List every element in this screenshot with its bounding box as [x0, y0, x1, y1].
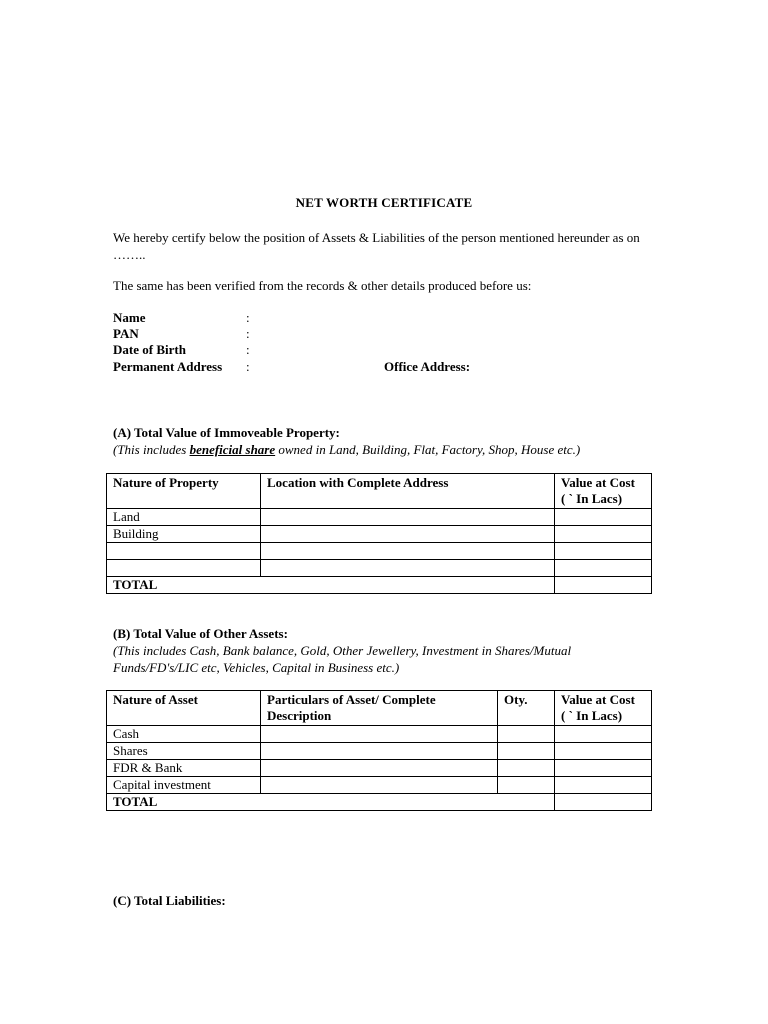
cell-value[interactable]	[555, 509, 652, 526]
cell-particulars[interactable]	[261, 777, 498, 794]
field-name-label: Name	[113, 310, 146, 325]
field-pan-label: PAN	[113, 326, 139, 341]
field-dob-label: Date of Birth	[113, 342, 186, 357]
header-nature-of-property: Nature of Property	[107, 474, 261, 509]
cell-value[interactable]	[555, 543, 652, 560]
cell-qty[interactable]	[498, 777, 555, 794]
cell-qty[interactable]	[498, 743, 555, 760]
section-b-note	[113, 642, 673, 676]
cell-value[interactable]	[555, 777, 652, 794]
cell-value[interactable]	[555, 560, 652, 577]
section-a-note-emphasis: beneficial share	[189, 442, 276, 457]
table-row	[107, 726, 652, 743]
cell-location[interactable]	[261, 509, 555, 526]
cell-qty[interactable]	[498, 760, 555, 777]
field-permanent-address-label: Permanent Address	[113, 359, 223, 374]
header-value-at-cost	[555, 691, 652, 726]
section-a-note-pre: (This includes	[113, 442, 190, 457]
table-row	[107, 543, 652, 560]
table-total-row	[107, 794, 652, 811]
table-row	[107, 509, 652, 526]
table-row	[107, 743, 652, 760]
section-a-note	[113, 441, 673, 458]
total-value[interactable]	[555, 577, 652, 594]
cell-particulars[interactable]	[261, 726, 498, 743]
cell-nature[interactable]	[107, 543, 261, 560]
cell-nature[interactable]: Cash	[107, 726, 261, 743]
table-row	[107, 526, 652, 543]
intro-paragraph	[113, 229, 703, 263]
section-b-title: (B) Total Value of Other Assets:	[113, 626, 288, 641]
header-qty: Oty.	[498, 691, 555, 726]
field-name-colon: :	[246, 310, 250, 325]
section-c-title: (C) Total Liabilities:	[113, 893, 226, 908]
cell-value[interactable]	[555, 726, 652, 743]
cell-nature[interactable]: Building	[107, 526, 261, 543]
immoveable-property-table	[106, 473, 652, 594]
cell-value[interactable]	[555, 526, 652, 543]
total-label: TOTAL	[107, 577, 555, 594]
section-a-note-post: owned in Land, Building, Flat, Factory, Shop, House etc.)	[275, 442, 581, 457]
office-address-label: Office Address:	[384, 359, 471, 374]
total-label: TOTAL	[107, 794, 555, 811]
table-row	[107, 777, 652, 794]
intro-line1: We hereby certify below the position of Assets & Liabilities of the person mentioned hereunder as on	[113, 230, 640, 245]
header-particulars-line2: Description	[267, 708, 332, 723]
header-nature-of-asset: Nature of Asset	[107, 691, 261, 726]
cell-nature[interactable]: FDR & Bank	[107, 760, 261, 777]
section-b-note-line2: Funds/FD's/LIC etc, Vehicles, Capital in Business etc.)	[113, 660, 400, 675]
table-total-row	[107, 577, 652, 594]
cell-location[interactable]	[261, 560, 555, 577]
header-value-line2: ( ` In Lacs)	[561, 491, 623, 506]
table-row	[107, 560, 652, 577]
intro-line1-cont: ……..	[113, 247, 146, 262]
cell-nature[interactable]	[107, 560, 261, 577]
header-particulars	[261, 691, 498, 726]
table-header-row	[107, 691, 652, 726]
header-value-line2: ( ` In Lacs)	[561, 708, 623, 723]
cell-nature[interactable]: Shares	[107, 743, 261, 760]
other-assets-table	[106, 690, 652, 811]
page-title: NET WORTH CERTIFICATE	[295, 195, 473, 210]
field-permanent-address-colon: :	[246, 359, 250, 374]
header-value-line1: Value at Cost	[561, 692, 635, 707]
header-location: Location with Complete Address	[261, 474, 555, 509]
cell-nature[interactable]: Capital investment	[107, 777, 261, 794]
header-value-at-cost	[555, 474, 652, 509]
cell-location[interactable]	[261, 526, 555, 543]
cell-nature[interactable]: Land	[107, 509, 261, 526]
cell-particulars[interactable]	[261, 760, 498, 777]
section-b-note-line1: (This includes Cash, Bank balance, Gold, Other Jewellery, Investment in Shares/Mutual	[113, 643, 572, 658]
field-pan-colon: :	[246, 326, 250, 341]
header-particulars-line1: Particulars of Asset/ Complete	[267, 692, 436, 707]
total-value[interactable]	[555, 794, 652, 811]
cell-value[interactable]	[555, 760, 652, 777]
intro-verified: The same has been verified from the records & other details produced before us:	[113, 278, 532, 293]
cell-location[interactable]	[261, 543, 555, 560]
cell-particulars[interactable]	[261, 743, 498, 760]
cell-value[interactable]	[555, 743, 652, 760]
table-row	[107, 760, 652, 777]
section-a-title: (A) Total Value of Immoveable Property:	[113, 425, 340, 440]
header-value-line1: Value at Cost	[561, 475, 635, 490]
field-dob-colon: :	[246, 342, 250, 357]
table-header-row	[107, 474, 652, 509]
cell-qty[interactable]	[498, 726, 555, 743]
